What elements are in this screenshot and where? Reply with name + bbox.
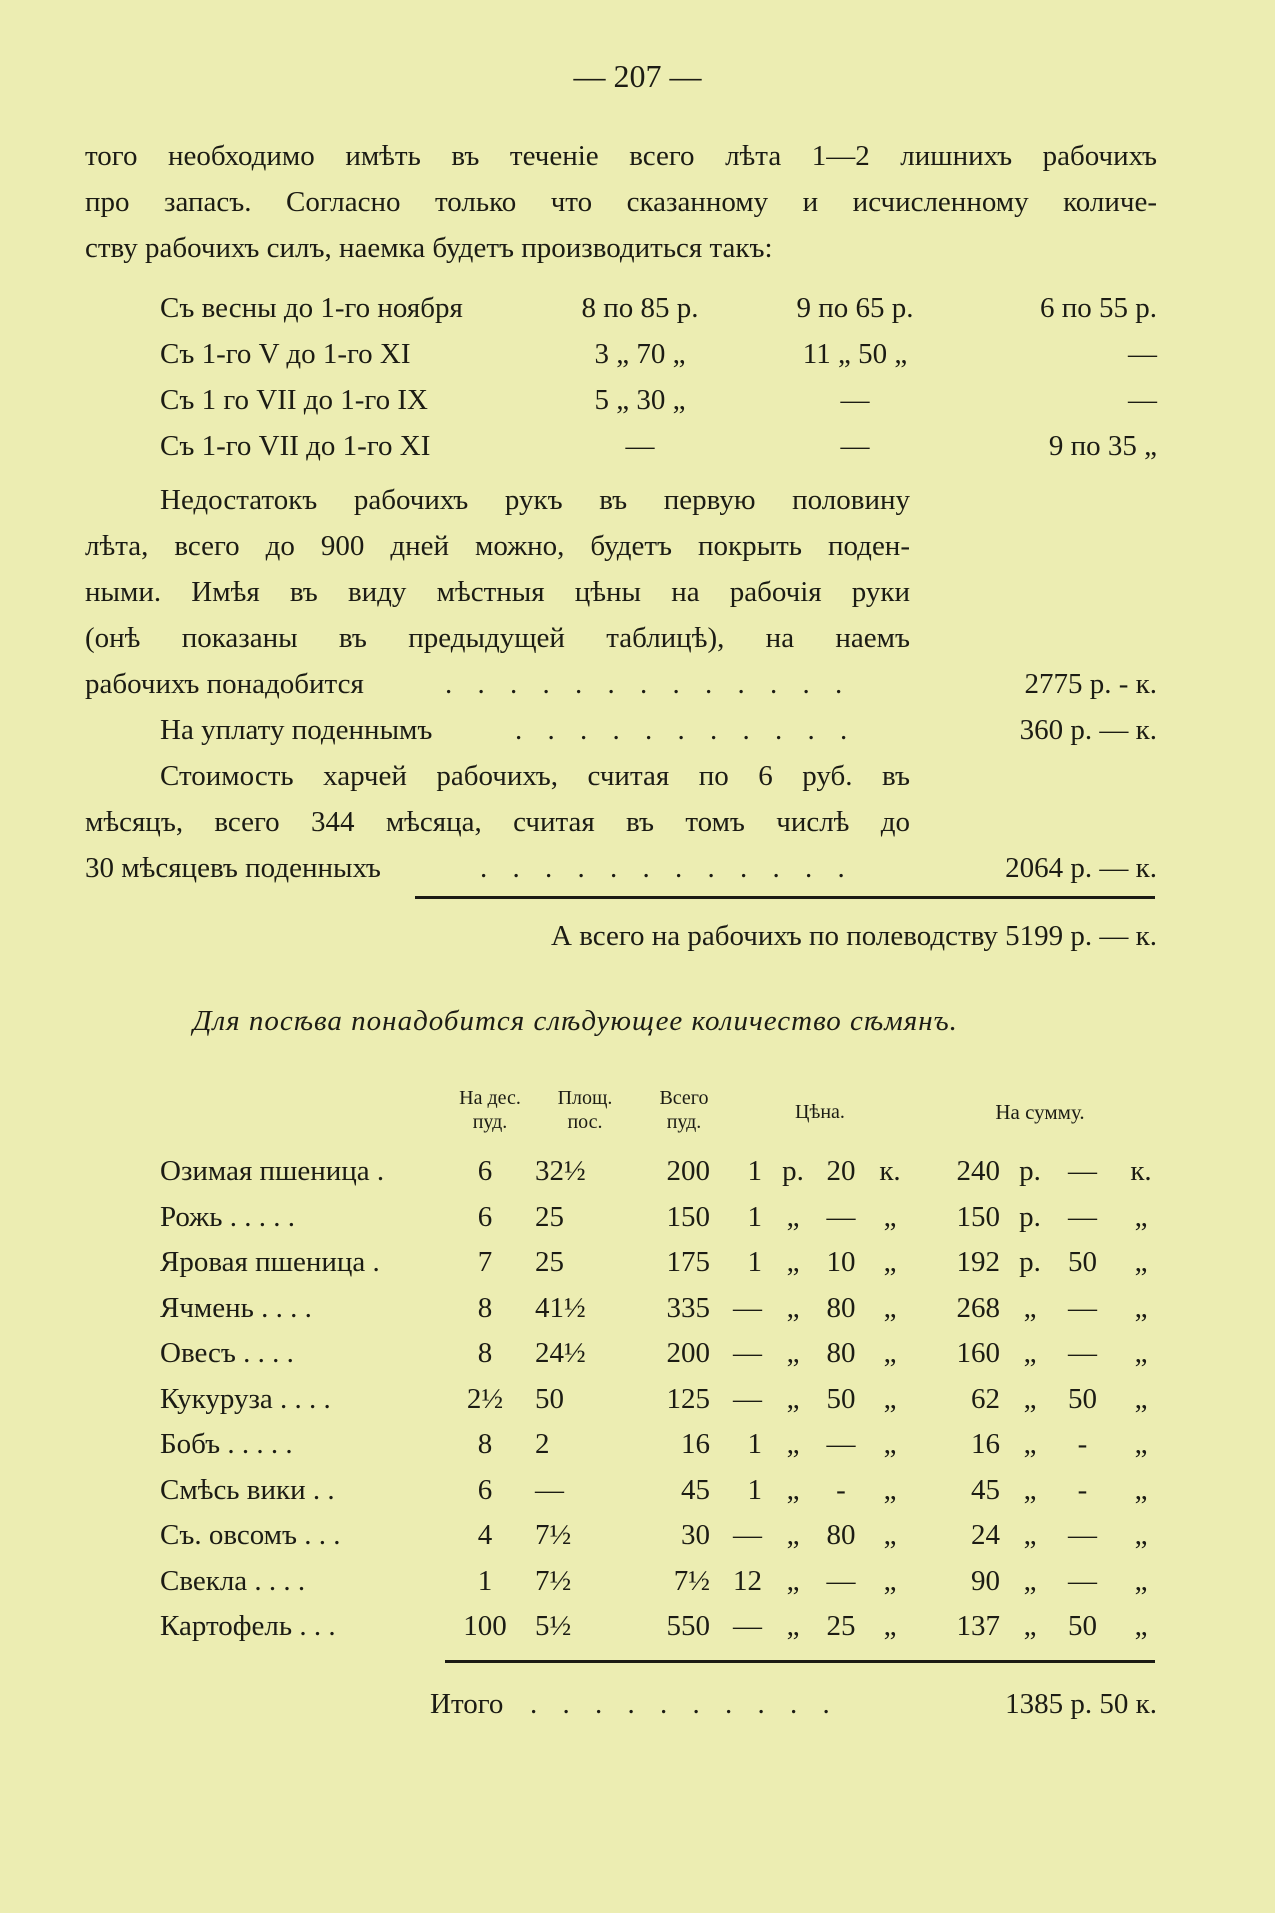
table-row: [0, 1428, 1275, 1468]
expense-day-labor-label: На уплату поденнымъ: [160, 714, 433, 746]
seed-price-kop: 80: [826, 1337, 856, 1369]
table-row: [0, 1610, 1275, 1650]
seed-sum-rub-unit: р.: [1019, 1200, 1041, 1233]
seed-sum-rub: 24: [971, 1519, 1000, 1551]
dot-leader: . . . . . . . . . . .: [515, 714, 857, 746]
seed-sum-rub: 192: [956, 1246, 1000, 1278]
seed-sum-rub: 137: [956, 1610, 1000, 1642]
expense-workers-amount: 2775 р. - к.: [1024, 668, 1157, 700]
seed-total: 200: [666, 1337, 710, 1369]
seed-price-kop-unit: „: [883, 1473, 897, 1506]
table-row: [0, 1474, 1275, 1514]
seed-price-kop: —: [826, 1428, 856, 1460]
hire-period: Съ 1-го VII до 1-го XI: [160, 430, 431, 462]
seed-price-rub-unit: „: [786, 1564, 800, 1597]
seed-price-kop-unit: „: [883, 1610, 897, 1642]
seed-total: 45: [681, 1473, 710, 1506]
intro-line-3: ству рабочихъ силъ, наемка будетъ производиться такъ:: [85, 232, 773, 264]
seed-name: Ячмень . . . .: [160, 1291, 312, 1324]
seed-area: 7½: [535, 1564, 572, 1597]
seed-price-kop: 20: [826, 1155, 856, 1187]
seed-sum-rub: 268: [956, 1291, 1000, 1324]
seed-sum-rub-unit: „: [1023, 1428, 1037, 1460]
hire-col-a: —: [625, 430, 655, 462]
seed-sum-kop: 50: [1068, 1246, 1097, 1278]
seed-sum-kop: —: [1068, 1200, 1097, 1233]
intro-line-2: про запасъ. Согласно только что сказанному и исчисленному количе-: [85, 186, 1157, 218]
hire-col-c: —: [1128, 384, 1157, 416]
table-row: [0, 1565, 1275, 1605]
seed-sum-rub-unit: „: [1023, 1337, 1037, 1369]
seed-sum-rub: 90: [971, 1564, 1000, 1597]
food-line-1: Стоимость харчей рабочихъ, считая по 6 руб. въ: [160, 760, 910, 792]
seed-name: Бобъ . . . . .: [160, 1428, 293, 1460]
seed-price-kop-unit: „: [883, 1564, 897, 1597]
seed-price-kop-unit: „: [883, 1337, 897, 1369]
seed-area: 41½: [535, 1291, 586, 1324]
seed-per-des: 7: [477, 1246, 493, 1278]
seed-area: 5½: [535, 1610, 572, 1642]
seed-price-rub-unit: „: [786, 1519, 800, 1551]
seed-price-kop: —: [826, 1564, 856, 1597]
seed-sum-kop-unit: к.: [1130, 1155, 1152, 1187]
hire-col-a: 3 „ 70 „: [594, 338, 686, 370]
seed-sum-kop: —: [1068, 1291, 1097, 1324]
seed-price-kop: 50: [826, 1382, 856, 1415]
seed-price-kop-unit: „: [883, 1200, 897, 1233]
seed-name: Озимая пшеница .: [160, 1155, 385, 1187]
seed-total: 30: [681, 1519, 710, 1551]
seed-per-des: 1: [477, 1564, 493, 1597]
seed-price-rub-unit: „: [786, 1337, 800, 1369]
hire-period: Съ 1-го V до 1-го XI: [160, 338, 411, 370]
seed-price-kop-unit: „: [883, 1291, 897, 1324]
seed-area: 7½: [535, 1519, 572, 1551]
seed-area: 24½: [535, 1337, 586, 1369]
seed-sum-kop: —: [1068, 1155, 1097, 1187]
seed-total: 125: [666, 1382, 710, 1415]
seed-total: 16: [681, 1428, 710, 1460]
seed-name: Съ. овсомъ . . .: [160, 1519, 341, 1551]
seed-total: 150: [666, 1200, 710, 1233]
seed-total: 7½: [673, 1564, 710, 1597]
dot-leader: . . . . . . . . . .: [530, 1688, 839, 1720]
seed-name: Овесъ . . . .: [160, 1337, 294, 1369]
seed-price-kop-unit: „: [883, 1428, 897, 1460]
seed-sum-rub: 240: [956, 1155, 1000, 1187]
seed-sum-rub: 150: [956, 1200, 1000, 1233]
workers-total: А всего на рабочихъ по полеводству 5199 р. — к.: [551, 920, 1157, 952]
expense-workers-label: рабочихъ понадобится: [85, 668, 364, 700]
seed-per-des: 6: [477, 1473, 493, 1506]
seed-price-rub-unit: „: [786, 1473, 800, 1506]
expense-day-labor-amount: 360 р. — к.: [1019, 714, 1157, 746]
seed-sum-kop-unit: „: [1134, 1246, 1148, 1278]
dot-leader: . . . . . . . . . . . . .: [445, 668, 852, 700]
food-line-2: мѣсяцъ, всего 344 мѣсяца, считая въ томъ числѣ до: [85, 806, 910, 838]
seed-area: 25: [535, 1246, 564, 1278]
seed-sum-kop-unit: „: [1134, 1200, 1148, 1233]
seed-sum-rub-unit: „: [1023, 1473, 1037, 1506]
seed-price-kop-unit: „: [883, 1382, 897, 1415]
intro-line-1: того необходимо имѣть въ теченіе всего лѣта 1—2 лишнихъ рабочихъ: [85, 140, 1157, 172]
header-total: Всего пуд.: [659, 1087, 709, 1133]
dot-leader: . . . . . . . . . . . .: [480, 852, 854, 884]
table-row: [0, 1246, 1275, 1286]
page-number: — 207 —: [573, 58, 702, 94]
seed-per-des: 6: [477, 1200, 493, 1233]
header-per-des: На дес. пуд.: [459, 1087, 521, 1133]
seed-price-kop-unit: к.: [879, 1155, 901, 1187]
shortage-line-3: ными. Имѣя въ виду мѣстныя цѣны на рабочія руки: [85, 576, 910, 608]
seed-price-rub-unit: „: [786, 1428, 800, 1460]
table-row: [0, 1201, 1275, 1241]
seed-sum-kop-unit: „: [1134, 1382, 1148, 1415]
expense-food-amount: 2064 р. — к.: [1005, 852, 1157, 884]
seed-price-rub: —: [733, 1519, 762, 1551]
seed-sum-rub-unit: „: [1023, 1519, 1037, 1551]
seed-price-rub: 1: [747, 1155, 762, 1187]
seed-name: Рожь . . . . .: [160, 1200, 295, 1233]
hire-col-b: 11 „ 50 „: [802, 338, 908, 370]
hire-period: Съ 1 го VII до 1-го IX: [160, 384, 428, 416]
seed-price-rub: —: [733, 1337, 762, 1369]
seed-price-rub: 1: [747, 1246, 762, 1278]
hire-col-c: —: [1128, 338, 1157, 370]
seed-sum-kop-unit: „: [1134, 1519, 1148, 1551]
hire-col-a: 5 „ 30 „: [594, 384, 686, 416]
seed-price-rub-unit: „: [786, 1382, 800, 1415]
seed-sum-kop: 50: [1068, 1382, 1097, 1415]
seed-total: 550: [666, 1610, 710, 1642]
seed-per-des: 6: [477, 1155, 493, 1187]
seed-price-kop: -: [836, 1473, 846, 1506]
seed-sum-kop: —: [1068, 1564, 1097, 1597]
seed-sum-kop-unit: „: [1134, 1291, 1148, 1324]
seed-name: Яровая пшеница .: [160, 1246, 380, 1278]
seed-sum-kop-unit: „: [1134, 1564, 1148, 1597]
seed-per-des: 2½: [466, 1382, 504, 1415]
seed-price-kop: 25: [826, 1610, 856, 1642]
seed-sum-rub-unit: „: [1023, 1610, 1037, 1642]
seed-total-label: Итого: [430, 1688, 504, 1720]
seed-sum-kop: -: [1077, 1473, 1088, 1506]
header-area: Площ. пос.: [557, 1087, 613, 1133]
hire-col-a: 8 по 85 р.: [581, 292, 699, 324]
seed-sum-kop: -: [1077, 1428, 1088, 1460]
seed-price-rub-unit: р.: [782, 1155, 804, 1187]
seed-price-rub: 1: [747, 1473, 762, 1506]
seed-price-kop: —: [826, 1200, 856, 1233]
seed-price-rub: —: [733, 1291, 762, 1324]
seed-sum-rub: 62: [971, 1382, 1000, 1415]
seed-sum-rub-unit: „: [1023, 1564, 1037, 1597]
seed-sum-kop-unit: „: [1134, 1610, 1148, 1642]
seed-sum-kop: —: [1068, 1337, 1097, 1369]
seed-name: Картофель . . .: [160, 1610, 336, 1642]
header-price: Цѣна.: [795, 1101, 845, 1123]
seed-sum-rub-unit: р.: [1019, 1155, 1041, 1187]
seed-price-rub: —: [733, 1610, 762, 1642]
hire-col-b: —: [840, 430, 870, 462]
seed-area: —: [535, 1473, 564, 1506]
seeds-heading: Для посѣва понадобится слѣдующее количество сѣмянъ.: [193, 1005, 958, 1037]
seed-area: 2: [535, 1428, 550, 1460]
seed-sum-kop: —: [1068, 1519, 1097, 1551]
seed-price-rub-unit: „: [786, 1610, 800, 1642]
seed-price-rub: 1: [747, 1428, 762, 1460]
hire-col-c: 9 по 35 „: [1048, 430, 1157, 462]
seed-per-des: 8: [477, 1428, 493, 1460]
table-row: [0, 1519, 1275, 1559]
seed-price-kop: 80: [826, 1519, 856, 1551]
seed-price-rub-unit: „: [786, 1200, 800, 1233]
seed-total: 175: [666, 1246, 710, 1278]
hire-col-c: 6 по 55 р.: [1039, 292, 1157, 324]
seed-sum-rub-unit: р.: [1019, 1246, 1041, 1278]
shortage-line-1: Недостатокъ рабочихъ рукъ въ первую половину: [160, 484, 910, 516]
seed-sum-rub: 160: [956, 1337, 1000, 1369]
seed-sum-rub: 16: [971, 1428, 1000, 1460]
table-row: [0, 1155, 1275, 1195]
table-row: [0, 1337, 1275, 1377]
seed-total-amount: 1385 р. 50 к.: [1005, 1688, 1157, 1720]
seed-price-rub-unit: „: [786, 1291, 800, 1324]
table-row: [0, 1383, 1275, 1423]
header-sum: На сумму.: [995, 1100, 1085, 1124]
seed-price-kop: 10: [826, 1246, 856, 1278]
seed-sum-rub: 45: [971, 1473, 1000, 1506]
shortage-line-2: лѣта, всего до 900 дней можно, будетъ покрыть поден-: [85, 530, 910, 562]
seed-name: Кукуруза . . . .: [160, 1382, 331, 1415]
total-rule: [415, 896, 1155, 899]
seed-per-des: 100: [463, 1610, 507, 1642]
seed-price-kop: 80: [826, 1291, 856, 1324]
seed-price-kop-unit: „: [883, 1246, 897, 1278]
seed-sum-rub-unit: „: [1023, 1291, 1037, 1324]
seed-sum-rub-unit: „: [1023, 1382, 1037, 1415]
seed-total: 335: [666, 1291, 710, 1324]
seed-area: 32½: [535, 1155, 586, 1187]
seed-sum-kop-unit: „: [1134, 1337, 1148, 1369]
expense-food-label: 30 мѣсяцевъ поденныхъ: [85, 852, 381, 884]
seed-price-kop-unit: „: [883, 1519, 897, 1551]
seed-total-rule: [445, 1660, 1155, 1663]
seed-sum-kop: 50: [1068, 1610, 1097, 1642]
shortage-line-4: (онѣ показаны въ предыдущей таблицѣ), на наемъ: [85, 622, 910, 654]
hire-col-b: 9 по 65 р.: [796, 292, 914, 324]
hire-col-b: —: [840, 384, 870, 416]
seed-per-des: 4: [477, 1519, 493, 1551]
seed-area: 25: [535, 1200, 564, 1233]
seed-name: Смѣсь вики . .: [160, 1473, 335, 1506]
seed-name: Свекла . . . .: [160, 1564, 306, 1597]
seed-price-rub: 1: [747, 1200, 762, 1233]
seed-per-des: 8: [477, 1291, 493, 1324]
seed-price-rub-unit: „: [786, 1246, 800, 1278]
table-row: [0, 1292, 1275, 1332]
hire-period: Съ весны до 1-го ноября: [160, 292, 463, 324]
seed-sum-kop-unit: „: [1134, 1428, 1148, 1460]
seed-sum-kop-unit: „: [1134, 1473, 1148, 1506]
seed-total: 200: [666, 1155, 710, 1187]
seed-area: 50: [535, 1382, 564, 1415]
seed-price-rub: —: [733, 1382, 762, 1415]
seed-price-rub: 12: [733, 1564, 762, 1597]
seed-per-des: 8: [477, 1337, 493, 1369]
